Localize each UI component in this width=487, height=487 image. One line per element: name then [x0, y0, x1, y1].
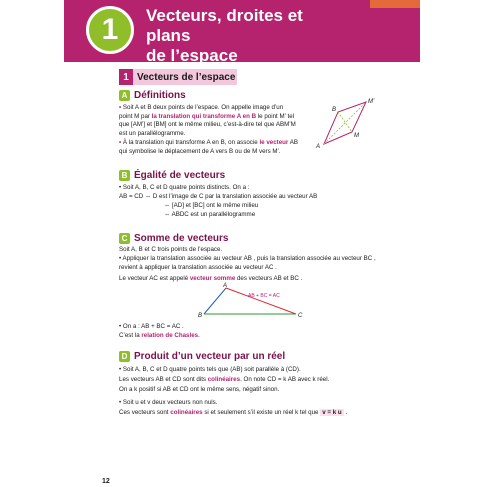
section-number: 1 — [119, 69, 133, 85]
subsection-definitions-heading — [119, 90, 186, 101]
subsection-title: Définitions — [134, 90, 186, 101]
figure-label-b: B — [198, 313, 203, 319]
subsection-letter: C — [119, 233, 130, 244]
subsection-product-heading — [119, 351, 285, 362]
parallelogram-figure — [316, 98, 375, 150]
figure-label-b: B — [332, 107, 337, 113]
section-title: Vecteurs de l’espace — [137, 71, 236, 83]
equality-line2: AB = CD ⇔ D est l’image de C par la translation associée au vecteur AB — [119, 193, 318, 200]
figure-label-m: M — [354, 133, 359, 139]
product-line5: Ces vecteurs sont colinéaires si et seulement s’il existe un réel k tel que v = k u . — [119, 409, 348, 416]
sum-line4: • On a : AB + BC = AC . — [119, 323, 184, 330]
header-accent-strip — [370, 0, 420, 8]
figure-label-a: A — [316, 144, 321, 150]
figure-label-c: C — [298, 313, 303, 319]
product-line1: • Soit A, B, C et D quatre points tels que (AB) soit parallèle à (CD). — [119, 366, 301, 373]
definitions-line1: • Soit A et B deux points de l’espace. On appelle image d’un — [119, 104, 284, 111]
chapter-title-line2: de l’espace — [146, 46, 238, 65]
sum-line2b: revient à appliquer la translation associée au vecteur AC . — [119, 264, 277, 271]
page-number: 12 — [102, 478, 110, 485]
figure-label-a: A — [223, 283, 228, 289]
equality-line4: ⇔ ABDC est un parallélogramme — [164, 211, 256, 218]
vector-bc — [226, 288, 296, 314]
equality-line3: ⇔ [AD] et [BC] ont le même milieu — [164, 202, 259, 209]
subsection-sum-heading — [119, 233, 229, 244]
definitions-line4: est un parallélogramme. — [119, 129, 186, 137]
definitions-line3: que [AM’] et [BM] ont le même milieu, c’est-à-dire tel que ABM’M — [119, 121, 296, 128]
vector-ab — [204, 288, 226, 314]
sum-line3: Le vecteur AC est appelé vecteur somme des vecteurs AB et BC . — [119, 275, 303, 282]
definitions-line6: qui symbolise le déplacement de A vers B ou de M vers M’. — [119, 147, 281, 155]
product-line4: • Soit u et v deux vecteurs non nuls. — [119, 399, 218, 406]
subsection-letter: A — [119, 90, 130, 101]
subsection-title: Égalité de vecteurs — [134, 170, 226, 181]
subsection-equality-heading — [119, 170, 225, 181]
diagonal-bm — [338, 112, 352, 132]
product-line3: On a k positif si AB et CD ont le même sens, négatif sinon. — [119, 386, 280, 393]
section-heading — [119, 69, 237, 85]
subsection-letter: B — [119, 170, 130, 181]
chapter-title-line1: Vecteurs, droites et plans — [146, 6, 303, 45]
chapter-title — [146, 6, 346, 66]
chasles-figure — [196, 284, 306, 320]
figure-label-mprime: M’ — [368, 99, 375, 105]
definitions-line2: point M par la translation qui transforme A en B le point M’ tel — [119, 112, 295, 120]
subsection-title: Produit d’un vecteur par un réel — [134, 351, 286, 362]
subsection-letter: D — [119, 351, 130, 362]
definitions-line5: • À la translation qui transforme A en B, on associe le vecteur AB — [119, 139, 298, 146]
sum-line2a: • Appliquer la translation associée au vecteur AB , puis la translation associée au vecteur BC , — [119, 255, 376, 262]
diagonal-am — [324, 102, 366, 144]
sum-line1: Soit A, B et C trois points de l’espace. — [119, 246, 223, 253]
chapter-number-badge: 1 — [86, 6, 134, 54]
equality-line1: • Soit A, B, C et D quatre points distincts. On a : — [119, 184, 250, 191]
product-line2: Les vecteurs AB et CD sont dits colinéaires. On note CD = k AB avec k réel. — [119, 376, 330, 383]
subsection-title: Somme de vecteurs — [134, 233, 229, 244]
sum-line5: C’est la relation de Chasles. — [119, 332, 200, 339]
figure-caption: AB + BC = AC — [248, 293, 280, 299]
